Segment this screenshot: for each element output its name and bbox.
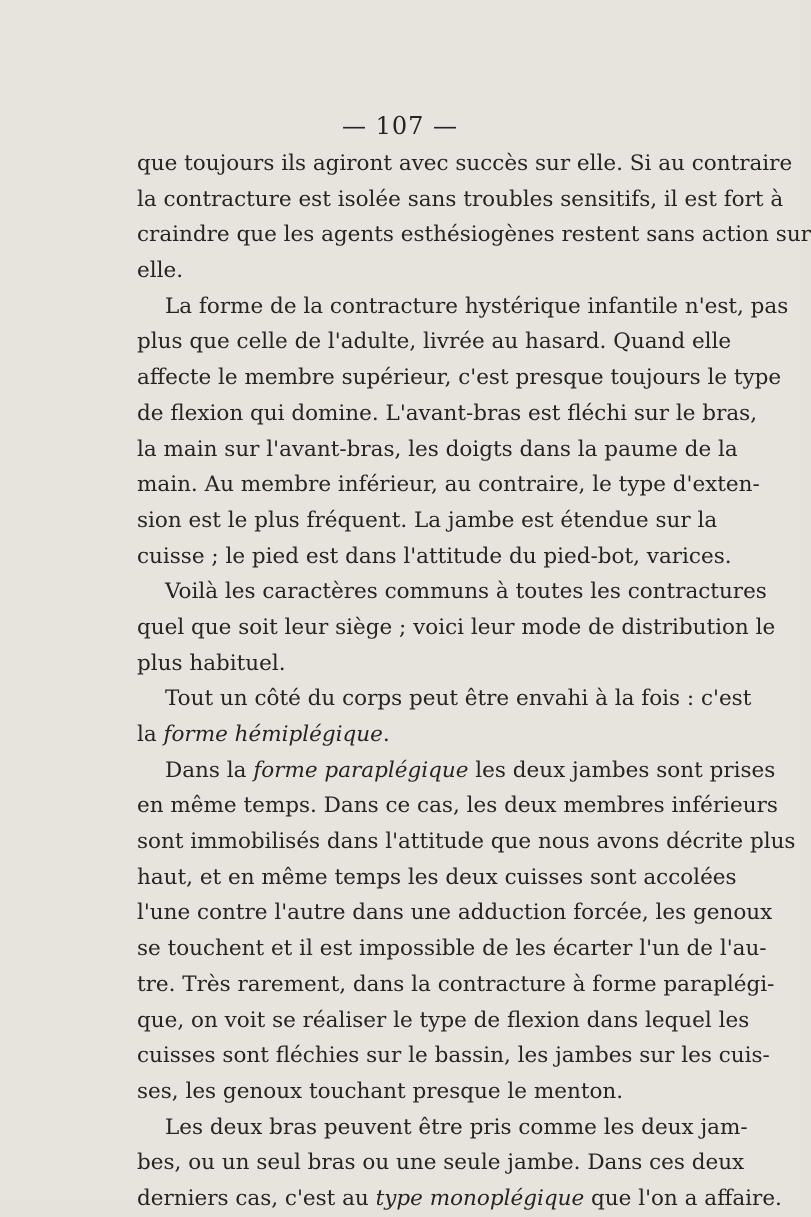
body-text — [137, 146, 811, 1217]
text-line: l'une contre l'autre dans une adduction forcée, les genoux — [137, 900, 773, 926]
text-line: quel que soit leur siège ; voici leur mode de distribution le — [137, 614, 776, 640]
text-line: affecte le membre supérieur, c'est presque toujours le type — [137, 365, 782, 391]
text-segment: derniers cas, c'est au — [137, 1185, 376, 1211]
text-line: main. Au membre inférieur, au contraire, le type d'exten- — [137, 472, 760, 498]
text-segment: Dans la — [165, 757, 254, 783]
text-line: sion est le plus fréquent. La jambe est étendue sur la — [137, 507, 718, 533]
text-line: sont immobilisés dans l'attitude que nous avons décrite plus — [137, 829, 796, 855]
text-line: la contracture est isolée sans troubles sensitifs, il est fort à — [137, 186, 784, 212]
text-line: la main sur l'avant-bras, les doigts dans la paume de la — [137, 436, 738, 462]
text-line: La forme de la contracture hystérique infantile n'est, pas — [165, 293, 789, 319]
text-line: cuisses sont fléchies sur le bassin, les jambes sur les cuis- — [137, 1043, 770, 1069]
text-segment: . — [382, 722, 390, 747]
text-line: Tout un côté du corps peut être envahi à la fois : c'est — [165, 686, 752, 712]
italic-term: forme paraplégique — [253, 757, 469, 783]
text-line: ses, les genoux touchant presque le menton. — [137, 1078, 624, 1104]
text-segment: les deux jambes sont prises — [468, 757, 776, 783]
italic-term: forme hémiplégique — [163, 722, 383, 747]
text-line: elle. — [137, 258, 184, 284]
text-line: que, on voit se réaliser le type de flexion dans lequel les — [137, 1007, 750, 1033]
text-line: cuisse ; le pied est dans l'attitude du pied-bot, varices. — [137, 543, 732, 569]
text-segment: que l'on a affaire. — [584, 1185, 782, 1211]
text-line — [137, 1181, 782, 1217]
text-line: de flexion qui domine. L'avant-bras est fléchi sur le bras, — [137, 400, 758, 426]
text-line — [137, 753, 776, 789]
text-line: craindre que les agents esthésiogènes restent sans action sur — [137, 222, 811, 248]
text-line: plus habituel. — [137, 650, 286, 676]
text-line: bes, ou un seul bras ou une seule jambe. Dans ces deux — [137, 1150, 745, 1176]
text-line: se touchent et il est impossible de les écarter l'un de l'au- — [137, 936, 767, 962]
text-line: en même temps. Dans ce cas, les deux membres inférieurs — [137, 793, 778, 819]
text-line: que toujours ils agiront avec succès sur elle. Si au contraire — [137, 151, 793, 176]
text-line: haut, et en même temps les deux cuisses sont accolées — [137, 864, 737, 890]
text-line: Les deux bras peuvent être pris comme les deux jam- — [165, 1114, 748, 1140]
text-segment: la — [137, 722, 164, 747]
text-line: Voilà les caractères communs à toutes les contractures — [165, 579, 767, 605]
page-number: — 107 — — [341, 112, 459, 140]
text-line — [137, 717, 700, 753]
italic-term: type monoplégique — [375, 1185, 585, 1211]
text-line: tre. Très rarement, dans la contracture à forme paraplégi- — [137, 971, 775, 997]
text-line: plus que celle de l'adulte, livrée au hasard. Quand elle — [137, 329, 732, 355]
